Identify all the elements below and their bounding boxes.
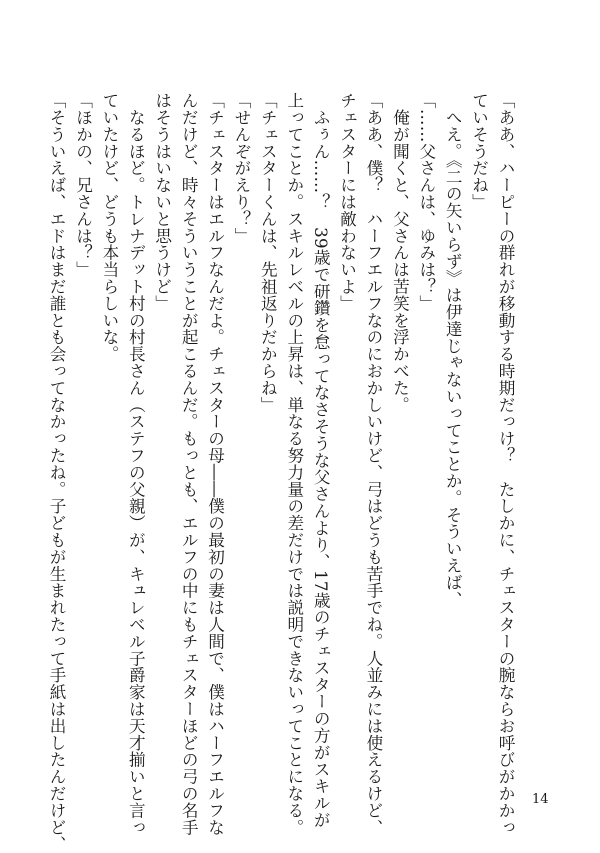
text-line: ていたけど、どうも本当らしいな。 — [99, 92, 119, 363]
text-line: 「ああ、僕？ ハーフエルフなのにおかしいけど、弓はどうも苦手でね。人並みには使えるけど、 — [363, 92, 383, 836]
vertical-text-body — [47, 92, 518, 853]
text-line: 上ってことか。スキルレベルの上昇は、単なる努力量の差だけでは説明できないってことになる。 — [284, 92, 304, 836]
text-line: ていそうだね」 — [469, 92, 489, 211]
text-line: 「そういえば、エドはまだ誰とも会ってなかったね。子どもが生まれたって手紙は出したんだけど、 — [47, 92, 67, 853]
text-line: 「ほかの、兄さんは？」 — [73, 92, 93, 278]
text-line: へえ。《二の矢いらず》は伊達じゃないってことか。そういえば、 — [443, 92, 463, 608]
text-line: 俺が聞くと、父さんは苦笑を浮かべた。 — [390, 92, 410, 414]
text-line: 「……父さんは、ゆみは？」 — [416, 92, 436, 312]
text-line: なるほど。トレナデット村の村長さん（ステフの父親）が、キュレベル子爵家は天才揃いと言っ — [126, 92, 146, 836]
text-line: 「ああ、ハーピーの群れが移動する時期だっけ？ たしかに、チェスターの腕ならお呼びがかかっ — [496, 92, 515, 836]
text-line: 「チェスターくんは、先祖返りだからね」 — [258, 92, 278, 414]
text-line: 「せんぞがえり？」 — [231, 92, 251, 245]
text-line: はそうはいないと思うけど」 — [152, 92, 172, 312]
text-line: ふぅん……？ 39歳で研鑽を怠ってなさそうな父さんより、17歳のチェスターの方がスキルが — [311, 92, 331, 829]
text-line: 「チェスターはエルフなんだよ。チェスターの母――僕の最初の妻は人間で、僕はハーフエルフな — [205, 92, 225, 836]
page-number: 14 — [532, 792, 549, 807]
text-line: チェスターには敵わないよ」 — [337, 92, 357, 312]
text-line: んだけど、時々そういうことが起こるんだ。もっとも、エルフの中にもチェスターほどの弓の名手 — [179, 92, 199, 836]
